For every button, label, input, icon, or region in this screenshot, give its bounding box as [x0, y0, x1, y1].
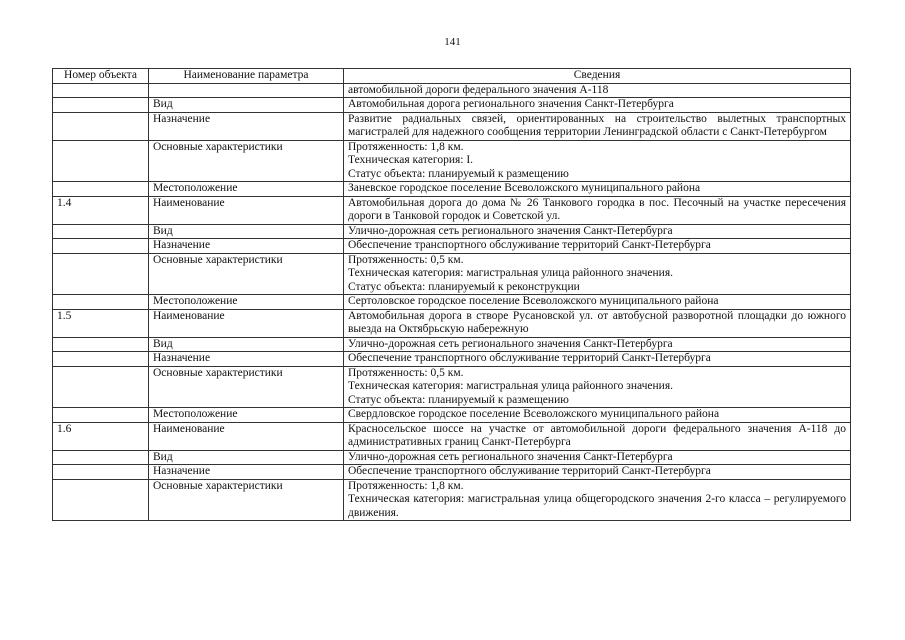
table-row [53, 366, 851, 408]
details-text: Развитие радиальных связей, ориентированных на строительство вылетных транспортных магистралей для надежного сообщения территории Ленинградской области с Санкт-Петербургом [348, 112, 846, 138]
object-number-cell [53, 295, 149, 310]
details-cell [344, 182, 851, 197]
table-row [53, 479, 851, 521]
details-text: Обеспечение транспортного обслуживание территорий Санкт-Петербурга [348, 465, 711, 477]
details-cell [344, 224, 851, 239]
parameter-name-cell: Назначение [149, 465, 344, 480]
table-row [53, 196, 851, 224]
details-line: Протяженность: 1,8 км. [348, 479, 464, 492]
details-text: Автомобильная дорога регионального значения Санкт-Петербурга [348, 98, 674, 110]
details-text: Свердловское городское поселение Всеволожского муниципального района [348, 408, 720, 420]
details-line: Техническая категория: I. [348, 154, 474, 166]
details-cell [344, 465, 851, 480]
parameter-name-cell: Основные характеристики [149, 366, 344, 408]
object-number-cell [53, 479, 149, 521]
object-number-cell [53, 352, 149, 367]
details-cell: автомобильной дороги федерального значения А-118 [344, 83, 851, 98]
details-cell [344, 112, 851, 140]
object-number-cell [53, 182, 149, 197]
details-text: Улично-дорожная сеть регионального значения Санкт-Петербурга [348, 450, 673, 463]
object-number-cell [53, 224, 149, 239]
details-text: Автомобильная дорога до дома № 26 Танкового городка в пос. Песочный на участке пересечения дороги в Танковой городок и Советской ул. [348, 196, 846, 222]
page-number: 141 [444, 36, 461, 48]
details-line: Техническая категория: магистральная улица общегородского значения 2-го класса – регулируемого движения. [348, 493, 846, 519]
details-line: Протяженность: 1,8 км. [348, 140, 464, 153]
details-cell [344, 140, 851, 182]
object-number-cell [53, 239, 149, 254]
table-row [53, 422, 851, 450]
object-number-cell [53, 366, 149, 408]
details-cell [344, 239, 851, 254]
parameter-name-cell: Основные характеристики [149, 253, 344, 295]
object-number-cell [53, 450, 149, 465]
parameter-name-cell: Основные характеристики [149, 140, 344, 182]
details-text: Улично-дорожная сеть регионального значения Санкт-Петербурга [348, 337, 673, 350]
details-cell [344, 352, 851, 367]
parameter-name-cell: Местоположение [149, 408, 344, 423]
parameter-name-cell: Вид [149, 98, 344, 113]
parameter-name-cell [149, 83, 344, 98]
table-row [53, 337, 851, 352]
table-row [53, 253, 851, 295]
details-text: Сертоловское городское поселение Всеволожского муниципального района [348, 295, 719, 307]
parameter-name-cell: Вид [149, 450, 344, 465]
parameter-name-cell: Наименование [149, 422, 344, 450]
details-cell [344, 309, 851, 337]
details-line: Статус объекта: планируемый к размещению [348, 167, 569, 180]
details-cell [344, 295, 851, 310]
table-row [53, 112, 851, 140]
parameter-name-cell: Назначение [149, 112, 344, 140]
object-number: 1.5 [53, 309, 149, 337]
object-number-cell [53, 112, 149, 140]
parameter-name-cell: Назначение [149, 352, 344, 367]
object-number-cell [53, 253, 149, 295]
header-parameter-name: Наименование параметра [149, 69, 344, 84]
parameter-name-cell: Местоположение [149, 295, 344, 310]
table-row [53, 295, 851, 310]
table-row [53, 450, 851, 465]
parameter-name-cell: Вид [149, 224, 344, 239]
details-text: Обеспечение транспортного обслуживание территорий Санкт-Петербурга [348, 352, 711, 364]
table-row [53, 239, 851, 254]
table-row [53, 309, 851, 337]
details-cell [344, 196, 851, 224]
details-cell [344, 422, 851, 450]
details-text: Автомобильная дорога в створе Русановской ул. от автобусной разворотной площадки до южного выезда на Октябрьскую набережную [348, 309, 846, 335]
details-cell [344, 366, 851, 408]
header-object-number: Номер объекта [53, 69, 149, 84]
parameter-name-cell: Местоположение [149, 182, 344, 197]
object-number: 1.6 [53, 422, 149, 450]
details-cell [344, 253, 851, 295]
details-line: Статус объекта: планируемый к реконструкции [348, 280, 580, 293]
details-text: Красносельское шоссе на участке от автомобильной дороги федерального значения А-118 до административных границ Санкт-Петербурга [348, 422, 846, 448]
table-row [53, 98, 851, 113]
details-text: Улично-дорожная сеть регионального значения Санкт-Петербурга [348, 224, 673, 237]
object-number-cell [53, 83, 149, 98]
details-line: Статус объекта: планируемый к размещению [348, 393, 569, 406]
parameter-name-cell: Наименование [149, 196, 344, 224]
object-number-cell [53, 337, 149, 352]
object-number-cell [53, 465, 149, 480]
details-line: Техническая категория: магистральная улица районного значения. [348, 380, 674, 392]
table-row [53, 408, 851, 423]
details-text: Обеспечение транспортного обслуживание территорий Санкт-Петербурга [348, 239, 711, 251]
table-row [53, 140, 851, 182]
details-cell [344, 337, 851, 352]
details-text: Заневское городское поселение Всеволожского муниципального района [348, 182, 701, 194]
details-cell [344, 408, 851, 423]
table-header-row [53, 69, 851, 84]
parameter-name-cell: Наименование [149, 309, 344, 337]
objects-table [52, 68, 851, 521]
parameter-name-cell: Вид [149, 337, 344, 352]
object-number-cell [53, 408, 149, 423]
object-number-cell [53, 140, 149, 182]
object-number: 1.4 [53, 196, 149, 224]
details-line: Протяженность: 0,5 км. [348, 366, 464, 379]
object-number-cell [53, 98, 149, 113]
header-details: Сведения [344, 69, 851, 84]
details-line: Протяженность: 0,5 км. [348, 253, 464, 266]
table-row [53, 83, 851, 98]
details-cell [344, 450, 851, 465]
table-row [53, 465, 851, 480]
table-row [53, 182, 851, 197]
parameter-name-cell: Основные характеристики [149, 479, 344, 521]
details-cell [344, 98, 851, 113]
parameter-name-cell: Назначение [149, 239, 344, 254]
table-row [53, 352, 851, 367]
details-cell [344, 479, 851, 521]
details-line: Техническая категория: магистральная улица районного значения. [348, 267, 674, 279]
table-row [53, 224, 851, 239]
